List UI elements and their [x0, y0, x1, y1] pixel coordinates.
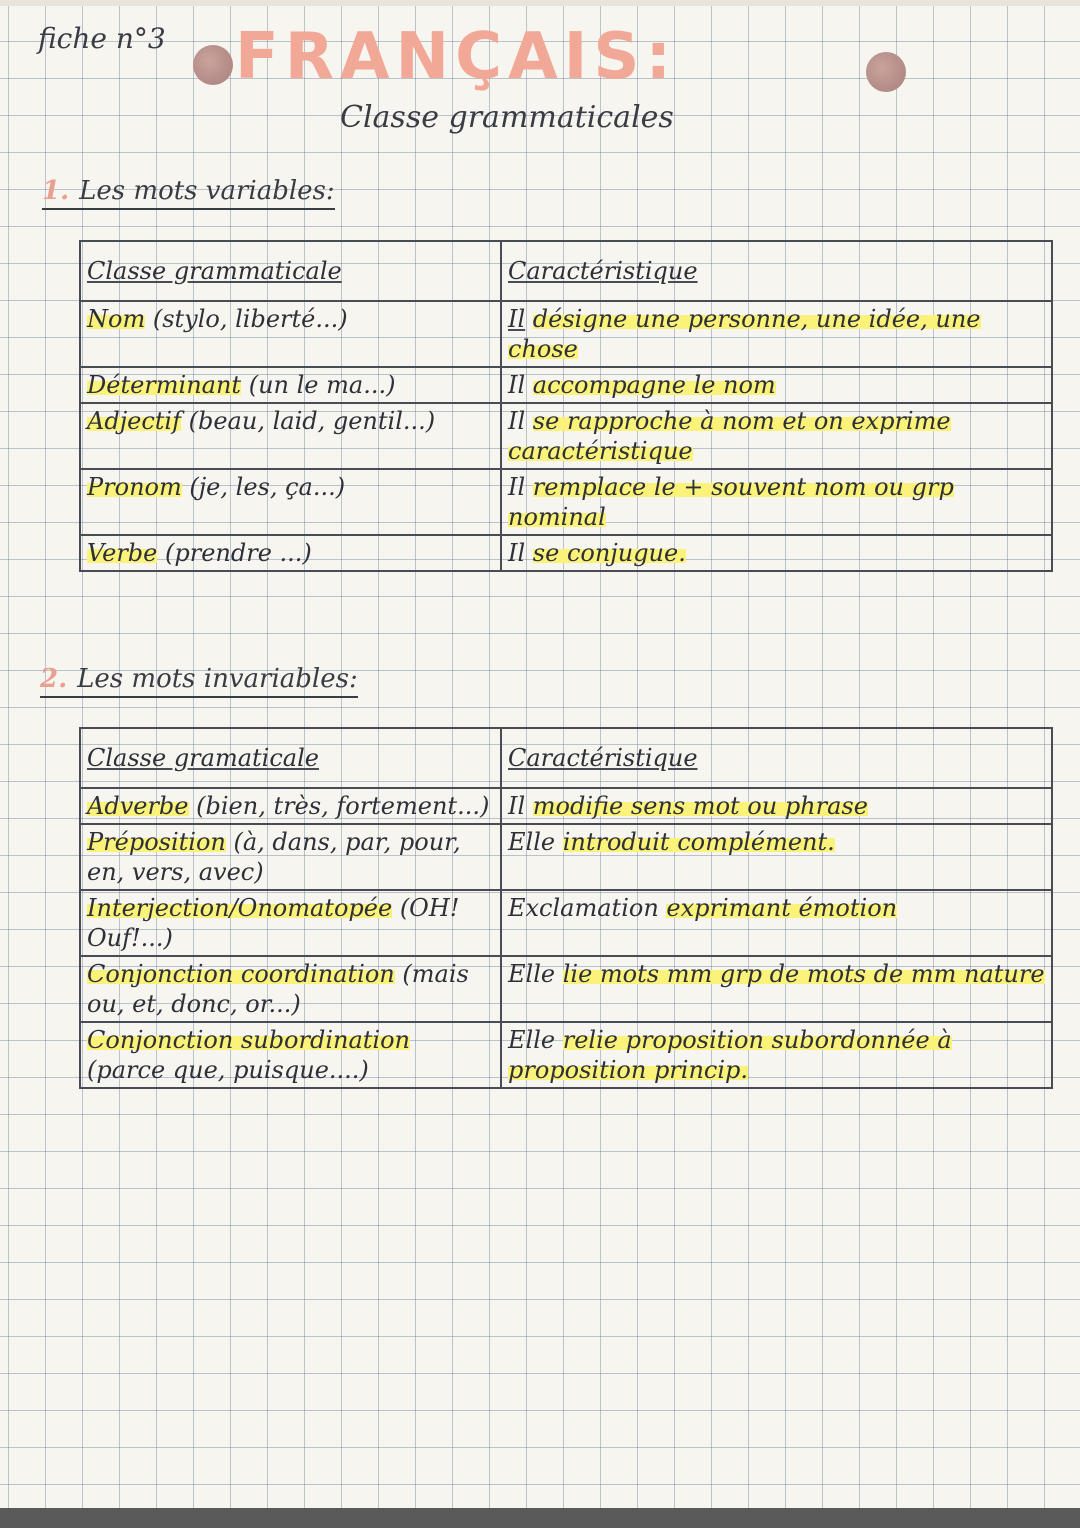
classe-cell: Conjonction subordination (parce que, puisque....)	[80, 1022, 501, 1088]
column-header: Caractéristique	[501, 728, 1052, 788]
table-header-row	[80, 241, 1052, 301]
punch-hole-right	[866, 52, 906, 92]
page-edge-bottom	[0, 1508, 1080, 1528]
section-number: 1.	[42, 176, 70, 206]
column-header: Classe gramaticale	[80, 728, 501, 788]
section-number: 2.	[40, 664, 68, 694]
table-row	[80, 788, 1052, 824]
caracteristique-cell: Elle introduit complément.	[501, 824, 1052, 890]
table-header-row	[80, 728, 1052, 788]
table-mots-variables	[79, 240, 1053, 572]
classe-cell: Préposition (à, dans, par, pour, en, vers, avec)	[80, 824, 501, 890]
caracteristique-cell: Il se conjugue.	[501, 535, 1052, 571]
fiche-label: fiche n°3	[38, 22, 166, 55]
table-row	[80, 890, 1052, 956]
caracteristique-cell: Il modifie sens mot ou phrase	[501, 788, 1052, 824]
column-header: Classe grammaticale	[80, 241, 501, 301]
caracteristique-cell: Il se rapproche à nom et on exprime caractéristique	[501, 403, 1052, 469]
table-mots-invariables	[79, 727, 1053, 1089]
section-heading-invariables	[40, 664, 358, 698]
table-row	[80, 956, 1052, 1022]
table-row	[80, 824, 1052, 890]
classe-cell: Pronom (je, les, ça...)	[80, 469, 501, 535]
caracteristique-cell: Exclamation exprimant émotion	[501, 890, 1052, 956]
table-row	[80, 367, 1052, 403]
column-header: Caractéristique	[501, 241, 1052, 301]
section-heading-text: Les mots variables:	[79, 176, 335, 206]
punch-hole-left	[193, 45, 233, 85]
classe-cell: Conjonction coordination (mais ou, et, donc, or...)	[80, 956, 501, 1022]
page-title: FRANÇAIS:	[235, 20, 678, 94]
caracteristique-cell: Elle lie mots mm grp de mots de mm nature	[501, 956, 1052, 1022]
classe-cell: Interjection/Onomatopée (OH! Ouf!...)	[80, 890, 501, 956]
classe-cell: Nom (stylo, liberté...)	[80, 301, 501, 367]
table-row	[80, 403, 1052, 469]
table-row	[80, 535, 1052, 571]
table-row	[80, 301, 1052, 367]
section-heading-variables	[42, 176, 335, 210]
page-edge-top	[0, 0, 1080, 6]
table-row	[80, 469, 1052, 535]
caracteristique-cell: Il remplace le + souvent nom ou grp nominal	[501, 469, 1052, 535]
caracteristique-cell: Il désigne une personne, une idée, une chose	[501, 301, 1052, 367]
caracteristique-cell: Elle relie proposition subordonnée à proposition princip.	[501, 1022, 1052, 1088]
caracteristique-cell: Il accompagne le nom	[501, 367, 1052, 403]
page-subtitle: Classe grammaticales	[340, 100, 674, 135]
classe-cell: Déterminant (un le ma...)	[80, 367, 501, 403]
classe-cell: Adjectif (beau, laid, gentil...)	[80, 403, 501, 469]
classe-cell: Adverbe (bien, très, fortement...)	[80, 788, 501, 824]
table-row	[80, 1022, 1052, 1088]
classe-cell: Verbe (prendre ...)	[80, 535, 501, 571]
section-heading-text: Les mots invariables:	[77, 664, 358, 694]
